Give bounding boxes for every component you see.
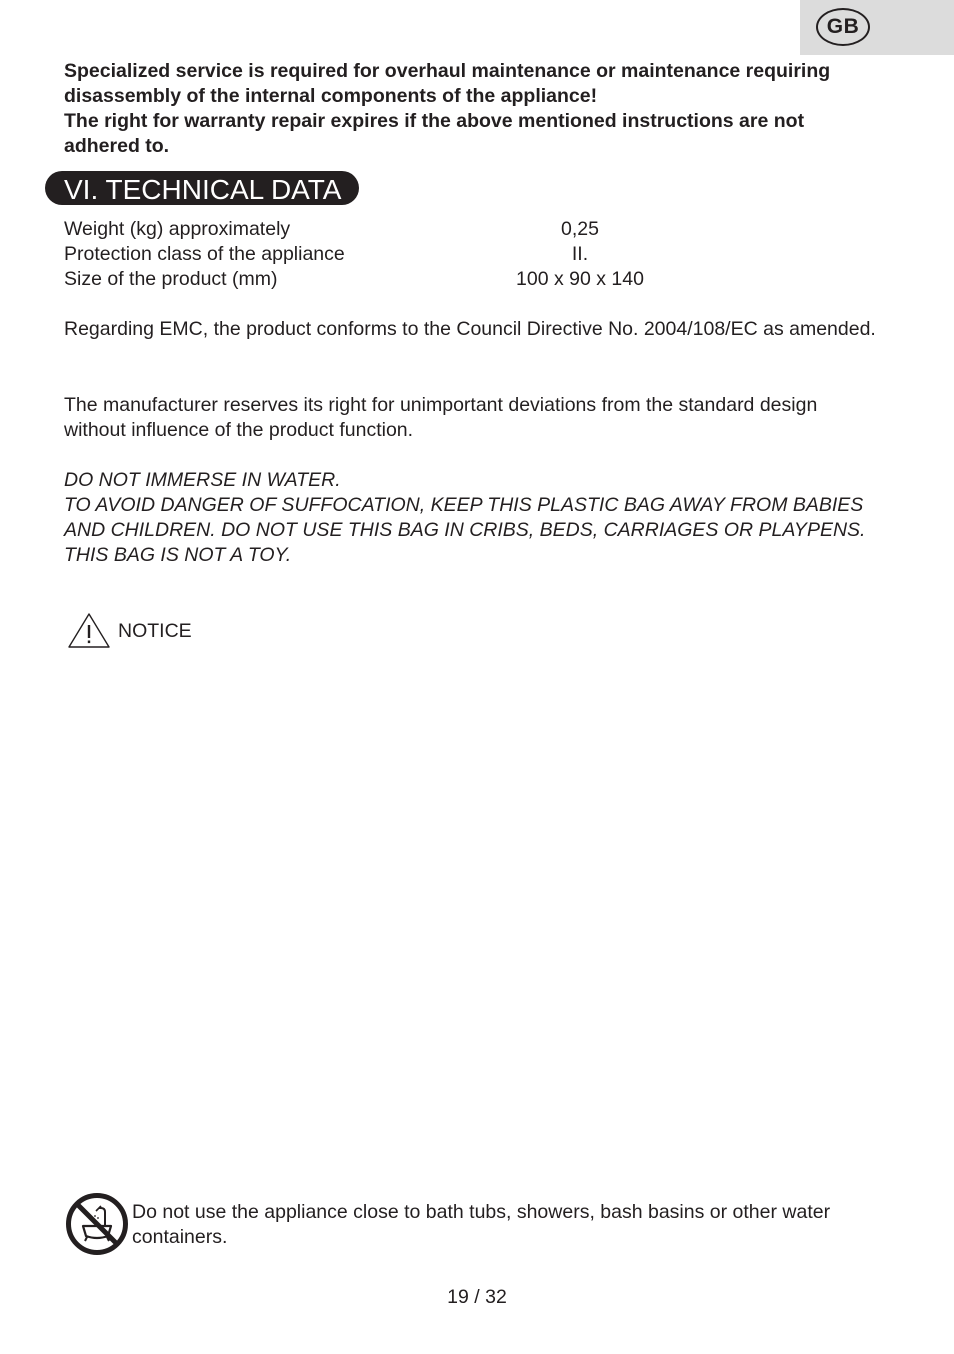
spec-value: 0,25 bbox=[561, 218, 599, 240]
spec-label: Size of the product (mm) bbox=[64, 268, 278, 290]
language-tab bbox=[800, 0, 954, 55]
spec-row-weight bbox=[64, 217, 764, 242]
spec-row-size bbox=[64, 267, 764, 292]
section-title: VI. TECHNICAL DATA bbox=[45, 171, 359, 205]
suffocation-warning: TO AVOID DANGER OF SUFFOCATION, KEEP THIS PLASTIC BAG AWAY FROM BABIES AND CHILDREN. DO NOT USE THIS BAG IN CRIBS, BEDS, CARRIAGES OR PLAYPENS. THIS BAG IS NOT A TOY. bbox=[64, 494, 866, 566]
spec-value: 100 x 90 x 140 bbox=[516, 268, 644, 290]
service-notice-line-2: The right for warranty repair expires if the above mentioned instructions are not adhered to. bbox=[64, 110, 805, 157]
manufacturer-paragraph: The manufacturer reserves its right for unimportant deviations from the standard design without influence of the product function. bbox=[64, 394, 818, 441]
spec-row-protection-class bbox=[64, 242, 764, 267]
service-notice-line-1: Specialized service is required for overhaul maintenance or maintenance requiring disassembly of the internal components of the appliance! bbox=[64, 60, 831, 107]
page-number: 19 / 32 bbox=[447, 1286, 507, 1308]
emc-paragraph: Regarding EMC, the product conforms to the Council Directive No. 2004/108/EC as amended. bbox=[64, 318, 876, 340]
warning-triangle-icon bbox=[67, 612, 111, 650]
immerse-warning: DO NOT IMMERSE IN WATER. bbox=[64, 469, 341, 491]
no-bathtub-icon bbox=[65, 1192, 129, 1256]
language-badge: GB bbox=[816, 8, 870, 46]
spec-label: Weight (kg) approximately bbox=[64, 218, 291, 240]
safety-warnings bbox=[64, 468, 884, 568]
spec-value: II. bbox=[571, 243, 589, 265]
spec-label: Protection class of the appliance bbox=[64, 243, 345, 265]
service-notice bbox=[64, 59, 884, 159]
notice-label: NOTICE bbox=[118, 620, 192, 642]
water-warning-text: Do not use the appliance close to bath tubs, showers, bash basins or other water containers. bbox=[132, 1201, 831, 1248]
